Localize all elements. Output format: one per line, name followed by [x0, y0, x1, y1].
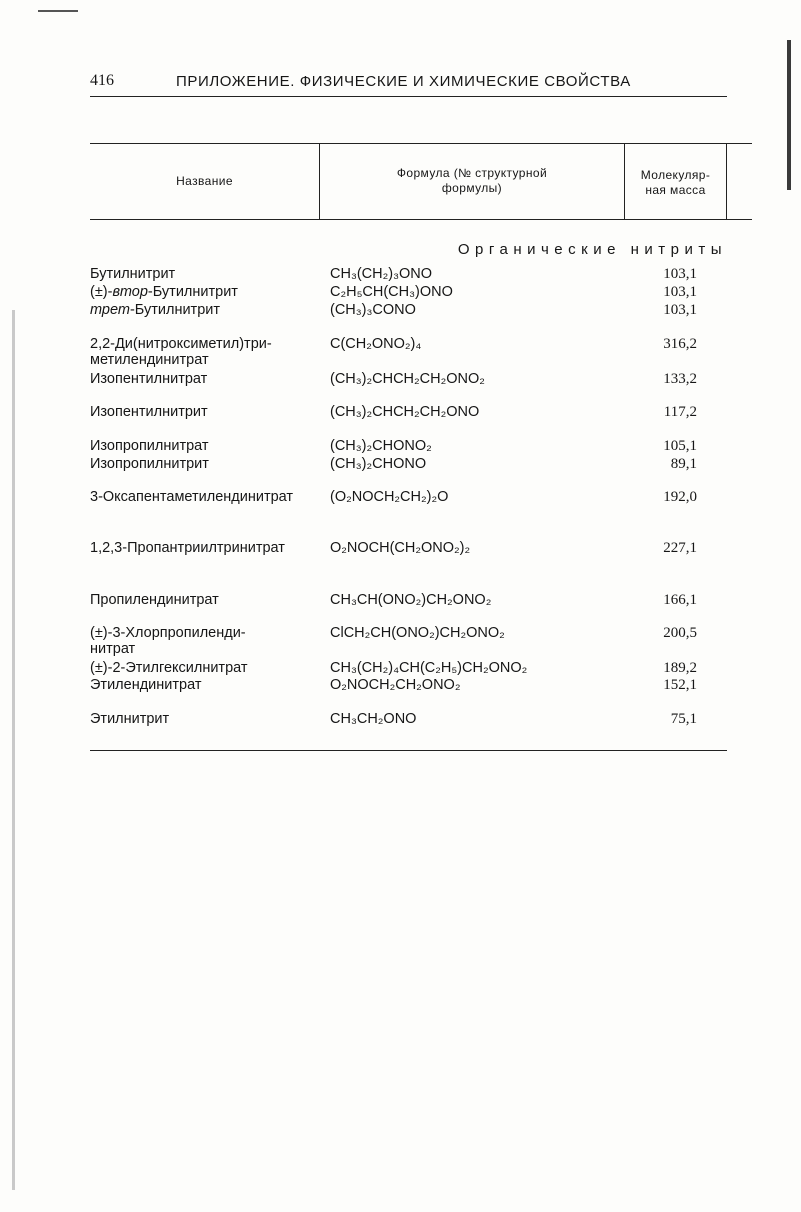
- column-header-formula-line2: формулы): [441, 181, 503, 195]
- row-formula: (CH₃)₂CHONO₂: [330, 438, 432, 454]
- row-mass: 89,1: [670, 456, 697, 472]
- row-name: трет-Бутилнитрит: [90, 302, 220, 318]
- column-header-mass: [625, 168, 726, 198]
- row-name: 1,2,3-Пропантриилтринитрат: [90, 540, 285, 556]
- header-rule: [90, 96, 727, 97]
- row-name: 2,2-Ди(нитроксиметил)три- метилендинитрат: [90, 336, 272, 368]
- row-formula: O₂NOCH₂CH₂ONO₂: [330, 677, 461, 693]
- row-formula: (CH₃)₂CHCH₂CH₂ONO₂: [330, 371, 485, 387]
- row-name: (±)-2-Этилгексилнитрат: [90, 660, 248, 676]
- row-formula: CH₃CH₂ONO: [330, 711, 417, 727]
- row-name: Этилнитрит: [90, 711, 170, 727]
- row-name: Изопентилнитрат: [90, 371, 208, 387]
- scan-edge-top: [38, 10, 78, 12]
- table-bottom-rule: [90, 750, 727, 751]
- scan-edge-right: [787, 40, 791, 190]
- table-header-bottom-rule: [90, 219, 752, 220]
- row-formula: CH₃(CH₂)₄CH(C₂H₅)CH₂ONO₂: [330, 660, 528, 676]
- row-mass: 166,1: [663, 592, 697, 608]
- row-name: 3-Оксапентаметилендинитрат: [90, 489, 294, 505]
- row-formula: C₂H₅CH(CH₃)ONO: [330, 284, 453, 300]
- table-top-rule: [90, 143, 752, 144]
- row-name: Этилендинитрат: [90, 677, 202, 693]
- row-name: Изопропилнитрат: [90, 438, 209, 454]
- row-formula: CH₃(CH₂)₃ONO: [330, 266, 433, 282]
- column-header-formula-line1: Формула (№ структурной: [396, 166, 548, 180]
- row-mass: 192,0: [663, 489, 697, 505]
- row-mass: 189,2: [663, 660, 697, 676]
- row-name: Бутилнитрит: [90, 266, 176, 282]
- row-formula: (CH₃)₃CONO: [330, 302, 416, 318]
- row-name: Изопропилнитрит: [90, 456, 209, 472]
- row-mass: 227,1: [663, 540, 697, 556]
- column-header-mass-line1: Молекуляр-: [640, 168, 711, 182]
- row-name: Пропилендинитрат: [90, 592, 219, 608]
- row-name: (±)-втор-Бутилнитрит: [90, 284, 238, 300]
- row-formula: (CH₃)₂CHCH₂CH₂ONO: [330, 404, 480, 420]
- row-mass: 117,2: [663, 404, 697, 420]
- row-mass: 133,2: [663, 371, 697, 387]
- row-formula: C(CH₂ONO₂)₄: [330, 336, 422, 352]
- row-mass: 103,1: [663, 302, 697, 318]
- row-formula: (O₂NOCH₂CH₂)₂O: [330, 489, 449, 505]
- row-mass: 75,1: [670, 711, 697, 727]
- row-mass: 152,1: [663, 677, 697, 693]
- row-mass: 103,1: [663, 284, 697, 300]
- row-mass: 105,1: [663, 438, 697, 454]
- section-title: Органические нитриты: [457, 241, 727, 258]
- running-title: ПРИЛОЖЕНИЕ. ФИЗИЧЕСКИЕ И ХИМИЧЕСКИЕ СВОЙСТВА: [176, 73, 631, 90]
- column-separator: [726, 144, 727, 220]
- row-name: Изопентилнитрит: [90, 404, 208, 420]
- row-mass: 200,5: [663, 625, 697, 641]
- column-header-formula: [320, 166, 624, 196]
- row-formula: ClCH₂CH(ONO₂)CH₂ONO₂: [330, 625, 505, 641]
- row-formula: CH₃CH(ONO₂)CH₂ONO₂: [330, 592, 492, 608]
- row-name: (±)-3-Хлорпропиленди- нитрат: [90, 625, 246, 657]
- page-header: [90, 72, 727, 90]
- scan-edge-left: [12, 310, 15, 1190]
- column-header-mass-line2: ная масса: [645, 183, 706, 197]
- column-header-name: [90, 174, 319, 189]
- page-number: 416: [90, 72, 114, 89]
- row-formula: O₂NOCH(CH₂ONO₂)₂: [330, 540, 471, 556]
- row-formula: (CH₃)₂CHONO: [330, 456, 427, 472]
- row-mass: 316,2: [663, 336, 697, 352]
- row-mass: 103,1: [663, 266, 697, 282]
- column-header-name-label: Название: [176, 174, 233, 188]
